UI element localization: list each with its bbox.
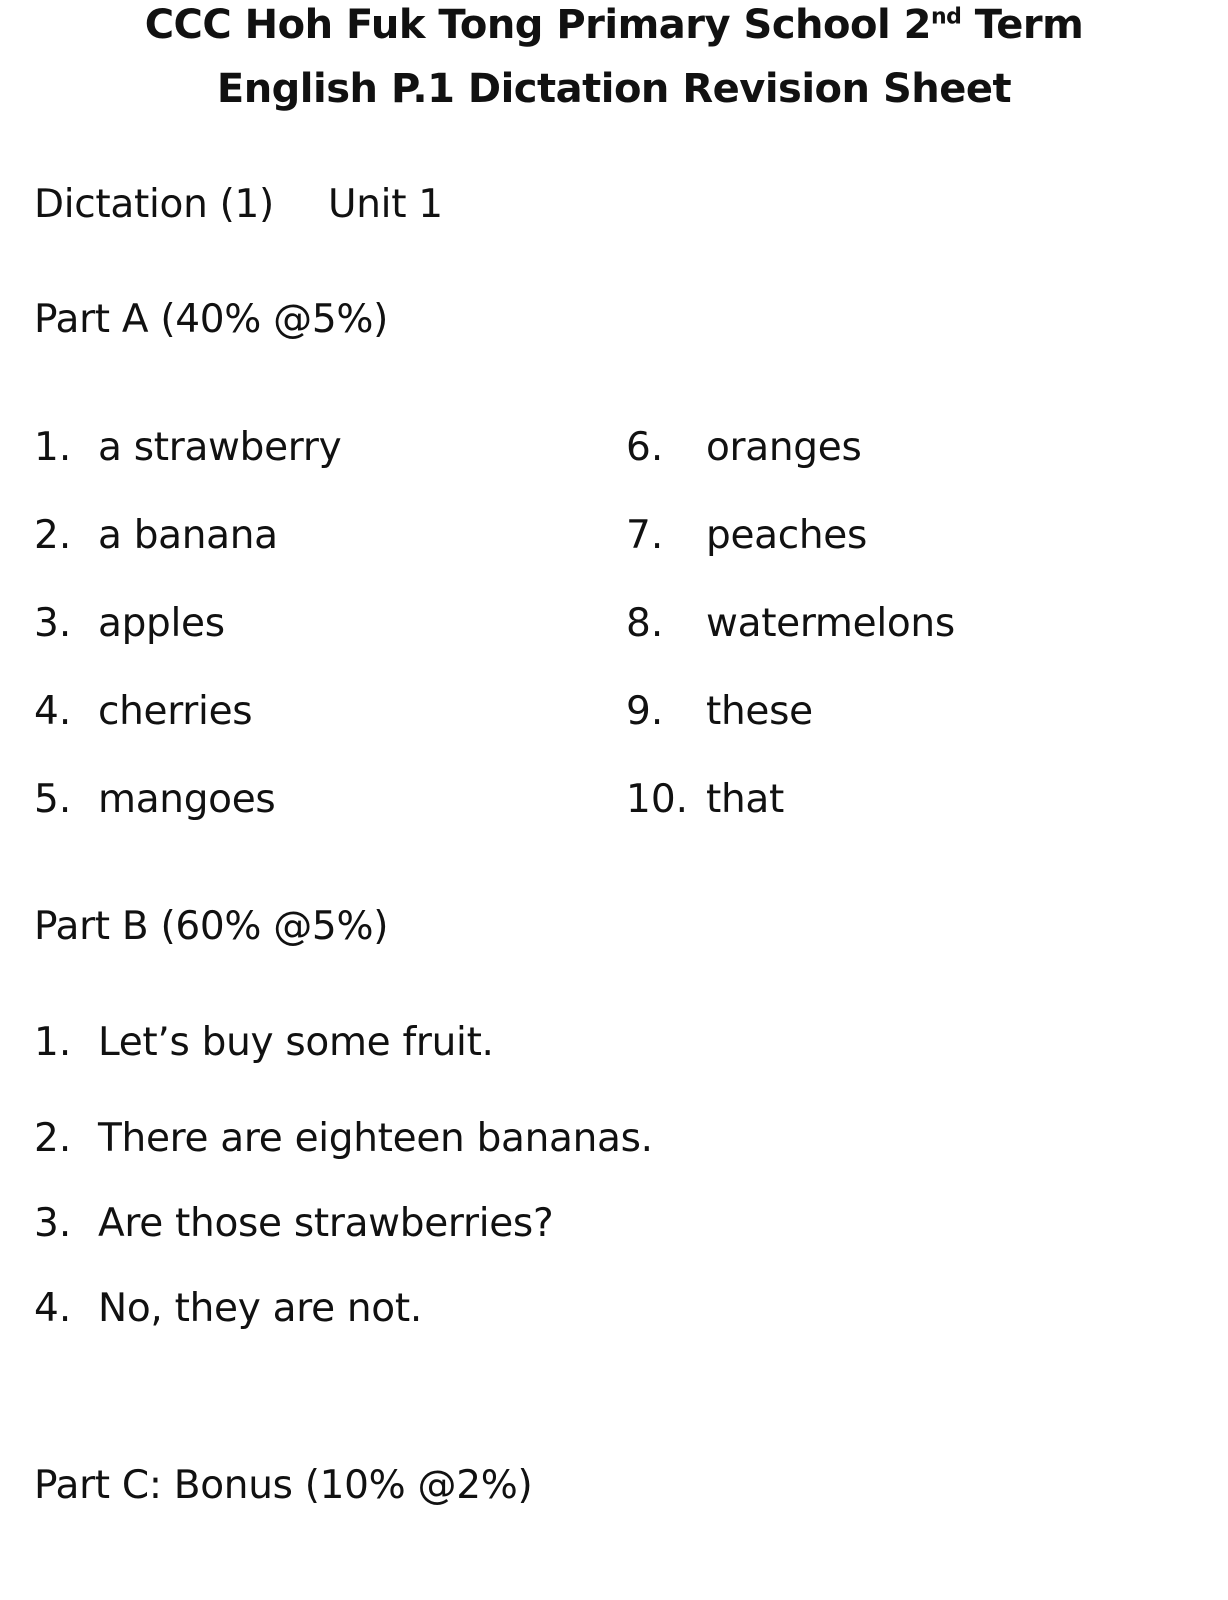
list-item: There are eighteen bananas. — [98, 1116, 653, 1161]
list-item: peaches — [706, 513, 868, 558]
list-item-number: 9. — [626, 689, 664, 734]
part-a-heading: Part A (40% @5%) — [34, 297, 389, 342]
list-item-number: 4. — [34, 689, 72, 734]
list-item: mangoes — [98, 777, 276, 822]
list-item: Are those strawberries? — [98, 1201, 554, 1246]
list-item: a banana — [98, 513, 278, 558]
list-item: Let’s buy some fruit. — [98, 1020, 494, 1065]
list-item-number: 5. — [34, 777, 72, 822]
page-title — [0, 2, 1228, 48]
list-item-number: 1. — [34, 425, 72, 470]
list-item: cherries — [98, 689, 253, 734]
part-b-heading: Part B (60% @5%) — [34, 904, 389, 949]
title-main: CCC Hoh Fuk Tong Primary School 2 — [144, 2, 931, 48]
list-item-number: 6. — [626, 425, 664, 470]
page-subtitle: English P.1 Dictation Revision Sheet — [216, 66, 1012, 112]
list-item-number: 3. — [34, 601, 72, 646]
title-superscript: nd — [930, 4, 962, 30]
dictation-label: Dictation (1) — [34, 182, 274, 227]
list-item: these — [706, 689, 813, 734]
list-item-number: 4. — [34, 1286, 72, 1331]
list-item-number: 7. — [626, 513, 664, 558]
list-item-number: 3. — [34, 1201, 72, 1246]
list-item-number: 2. — [34, 1116, 72, 1161]
unit-label: Unit 1 — [328, 182, 443, 227]
list-item-number: 1. — [34, 1020, 72, 1065]
list-item: oranges — [706, 425, 862, 470]
list-item: apples — [98, 601, 225, 646]
title-end: Term — [961, 2, 1084, 48]
list-item: that — [706, 777, 784, 822]
list-item-number: 10. — [626, 777, 689, 822]
list-item: No, they are not. — [98, 1286, 422, 1331]
part-c-heading: Part C: Bonus (10% @2%) — [34, 1463, 533, 1508]
list-item: a strawberry — [98, 425, 342, 470]
list-item-number: 2. — [34, 513, 72, 558]
list-item: watermelons — [706, 601, 955, 646]
list-item-number: 8. — [626, 601, 664, 646]
